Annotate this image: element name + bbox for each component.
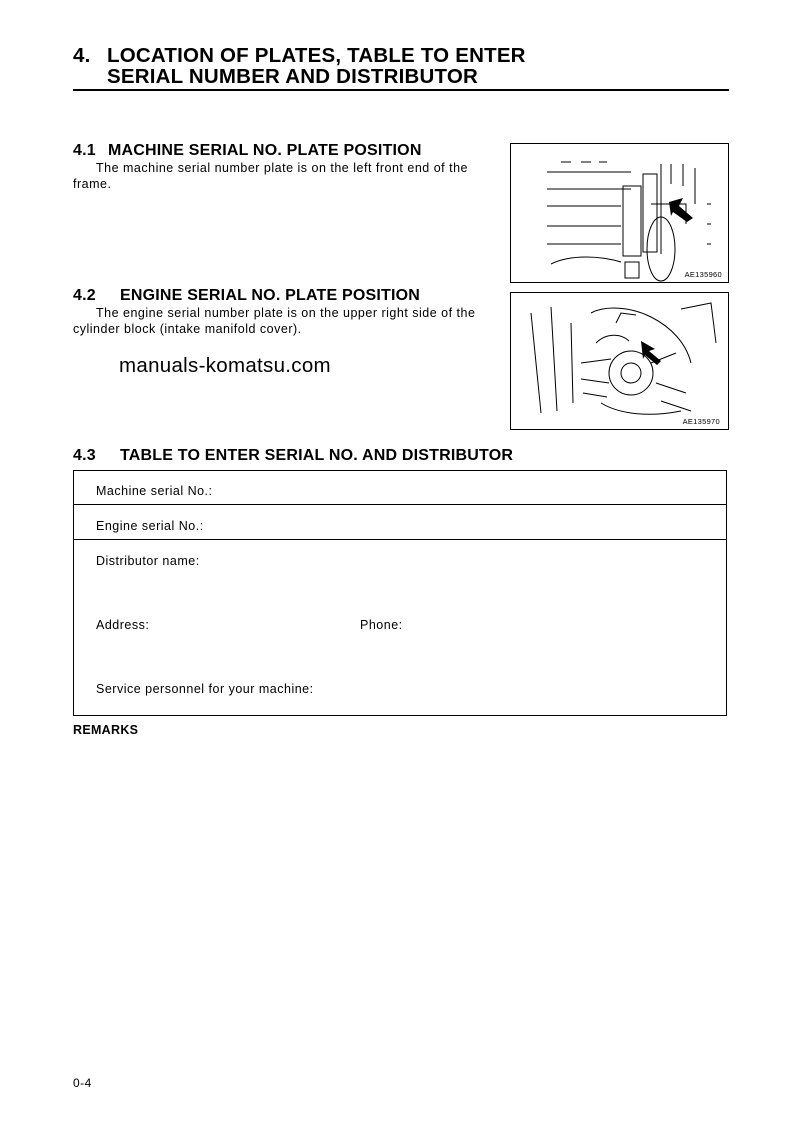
sub1-title: MACHINE SERIAL NO. PLATE POSITION — [108, 142, 422, 159]
engine-serial-label: Engine serial No.: — [96, 519, 204, 533]
section-title-line2: SERIAL NUMBER AND DISTRIBUTOR — [107, 65, 479, 88]
figure1-id: AE135960 — [684, 270, 722, 279]
sub1-text-line2: frame. — [73, 177, 112, 191]
page-number: 0-4 — [73, 1076, 92, 1090]
engine-illustration — [511, 293, 728, 429]
phone-label: Phone: — [360, 618, 403, 632]
sub2-number: 4.2 — [73, 287, 96, 304]
section-title-line1: LOCATION OF PLATES, TABLE TO ENTER — [107, 44, 526, 67]
figure-engine-serial-plate — [510, 292, 729, 430]
figure2-id: AE135970 — [682, 417, 720, 426]
machine-frame-illustration — [511, 144, 728, 282]
service-personnel-label: Service personnel for your machine: — [96, 682, 314, 696]
sub1-text-line1: The machine serial number plate is on the left front end of the — [96, 161, 468, 175]
machine-serial-label: Machine serial No.: — [96, 484, 213, 498]
figure-machine-serial-plate — [510, 143, 729, 283]
remarks-heading: REMARKS — [73, 723, 139, 737]
sub2-text-line1: The engine serial number plate is on the upper right side of the — [96, 306, 476, 320]
sub1-number: 4.1 — [73, 142, 96, 159]
address-label: Address: — [96, 618, 150, 632]
section-number: 4. — [73, 44, 91, 67]
sub2-text-line2: cylinder block (intake manifold cover). — [73, 322, 302, 336]
section-title-rule — [73, 89, 729, 91]
sub3-number: 4.3 — [73, 447, 96, 464]
distributor-name-label: Distributor name: — [96, 554, 200, 568]
sub2-title: ENGINE SERIAL NO. PLATE POSITION — [120, 287, 421, 304]
sub3-title: TABLE TO ENTER SERIAL NO. AND DISTRIBUTOR — [120, 447, 514, 464]
watermark-text: manuals-komatsu.com — [119, 354, 331, 377]
